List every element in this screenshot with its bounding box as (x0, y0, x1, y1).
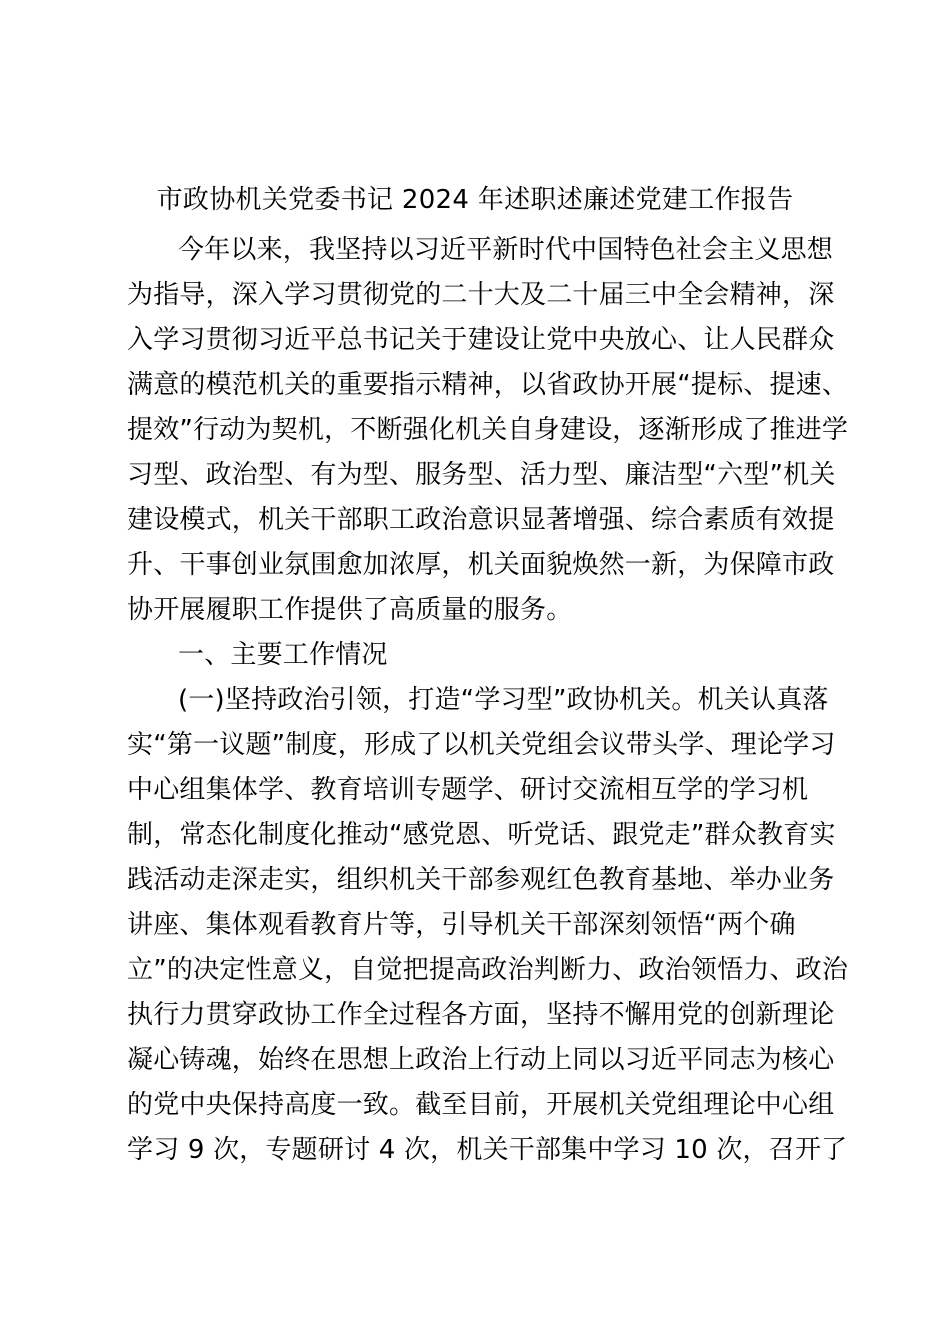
paragraph-line: 协开展履职工作提供了高质量的服务。 (127, 595, 573, 625)
paragraph-line: 满意的模范机关的重要指示精神，以省政协开展“提标、提速、 (127, 370, 849, 400)
paragraph-line: 讲座、集体观看教育片等，引导机关干部深刻领悟“两个确 (127, 910, 796, 940)
paragraph-line: 升、干事创业氛围愈加浓厚，机关面貌焕然一新，为保障市政 (127, 550, 835, 580)
paragraph-line: 为指导，深入学习贯彻党的二十大及二十届三中全会精神，深 (127, 280, 835, 310)
paragraph-line: 建设模式，机关干部职工政治意识显著增强、综合素质有效提 (127, 505, 835, 535)
paragraph-line: 入学习贯彻习近平总书记关于建设让党中央放心、让人民群众 (127, 325, 835, 355)
paragraph-line: (一)坚持政治引领，打造“学习型”政协机关。机关认真落 (178, 685, 829, 715)
paragraph-line: 凝心铸魂，始终在思想上政治上行动上同以习近平同志为核心 (127, 1045, 835, 1075)
paragraph-line: 今年以来，我坚持以习近平新时代中国特色社会主义思想 (178, 235, 834, 265)
paragraph-line: 提效”行动为契机，不断强化机关自身建设，逐渐形成了推进学 (127, 415, 849, 445)
paragraph-line: 制，常态化制度化推动“感党恩、听党话、跟党走”群众教育实 (127, 820, 836, 850)
paragraph-line: 中心组集体学、教育培训专题学、研讨交流相互学的学习机 (127, 775, 809, 805)
paragraph-line: 的党中央保持高度一致。截至目前，开展机关党组理论中心组 (127, 1090, 835, 1120)
paragraph-line: 学习 9 次，专题研讨 4 次，机关干部集中学习 10 次，召开了 (127, 1135, 848, 1165)
paragraph-line: 立”的决定性意义，自觉把提高政治判断力、政治领悟力、政治 (127, 955, 849, 985)
paragraph-line: 实“第一议题”制度，形成了以机关党组会议带头学、理论学习 (127, 730, 836, 760)
section-heading: 一、主要工作情况 (178, 640, 388, 670)
paragraph-line: 执行力贯穿政协工作全过程各方面，坚持不懈用党的创新理论 (127, 1000, 835, 1030)
document-title: 市政协机关党委书记 2024 年述职述廉述党建工作报告 (156, 185, 794, 215)
paragraph-line: 践活动走深走实，组织机关干部参观红色教育基地、举办业务 (127, 865, 835, 895)
paragraph-line: 习型、政治型、有为型、服务型、活力型、廉洁型“六型”机关 (127, 460, 836, 490)
